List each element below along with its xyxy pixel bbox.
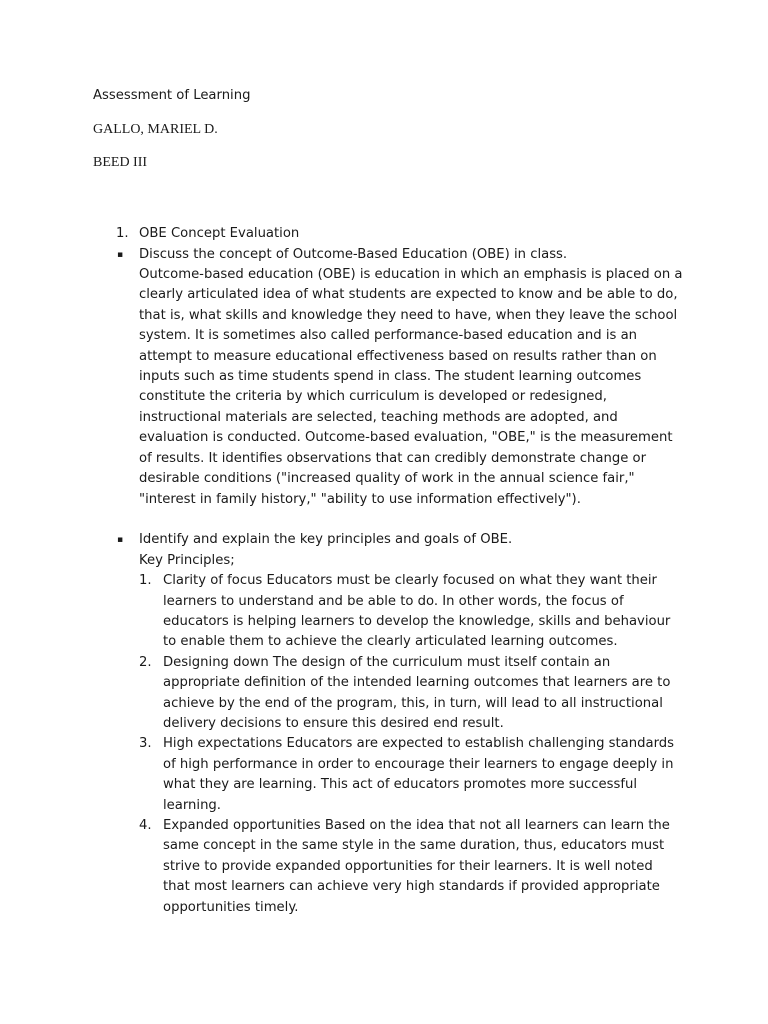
section-title: OBE Concept Evaluation — [139, 226, 300, 242]
list-item-number: 1. — [139, 573, 152, 589]
bullet-item — [93, 530, 683, 550]
document-body — [93, 86, 683, 918]
list-item-number: 4. — [139, 817, 152, 833]
document-title: Assessment of Learning — [93, 88, 251, 103]
bullet-question: Identify and explain the key principles and goals of OBE. — [139, 532, 513, 548]
list-item-text: Designing down The design of the curriculum must itself contain an appropriate definition of the intended learning outcomes that learners are to achieve by the end of the program, this, in turn, will lead to all instructional delivery decisions to ensure this desired end result. — [163, 654, 671, 731]
author-name: GALLO, MARIEL D. — [93, 122, 218, 138]
list-item-text: Expanded opportunities Based on the idea that not all learners can learn the same concept in the same style in the same duration, thus, educators must strive to provide expanded opportunities for their learners. It is well noted that most learners can achieve very high standards if provided appropriate opportunities timely. — [163, 817, 670, 915]
principles-list — [93, 571, 683, 918]
bullet-item — [93, 245, 683, 265]
list-item — [93, 816, 683, 918]
principles-subheading: Key Principles; — [139, 552, 235, 568]
square-bullet-icon: ▪ — [117, 535, 124, 546]
list-item-number: 2. — [139, 654, 152, 670]
bullet-question: Discuss the concept of Outcome-Based Education (OBE) in class. — [139, 246, 568, 262]
list-item — [93, 571, 683, 653]
square-bullet-icon: ▪ — [117, 249, 124, 260]
section-number: 1. — [116, 226, 129, 242]
course-label: BEED III — [93, 154, 148, 170]
list-item — [93, 653, 683, 735]
list-item-text: High expectations Educators are expected to establish challenging standards of high performance in order to encourage their learners to engage deeply in what they are learning. This act of educators promotes more successful learning. — [163, 736, 674, 813]
section-heading — [93, 224, 683, 244]
list-item — [93, 734, 683, 816]
answer-paragraph: Outcome-based education (OBE) is education in which an emphasis is placed on a clearly articulated idea of what students are expected to know and be able to do, that is, what skills and knowledge they need to have, when they leave the school system. It is sometimes also called performance-based education and is an attempt to measure educational effectiveness based on results rather than on inputs such as time students spend in class. The student learning outcomes constitute the criteria by which curriculum is developed or redesigned, instructional materials are selected, teaching methods are adopted, and evaluation is conducted. Outcome-based evaluation, "OBE," is the measurement of results. It identifies observations that can credibly demonstrate change or desirable conditions ("increased quality of work in the annual science fair," "interest in family history," "ability to use information effectively"). — [139, 267, 683, 507]
list-item-text: Clarity of focus Educators must be clearly focused on what they want their learners to understand and be able to do. In other words, the focus of educators is helping learners to develop the knowledge, skills and behaviour to enable them to achieve the clearly articulated learning outcomes. — [163, 573, 671, 650]
main-list — [93, 224, 683, 918]
spacer — [93, 510, 683, 530]
list-item-number: 3. — [139, 736, 152, 752]
